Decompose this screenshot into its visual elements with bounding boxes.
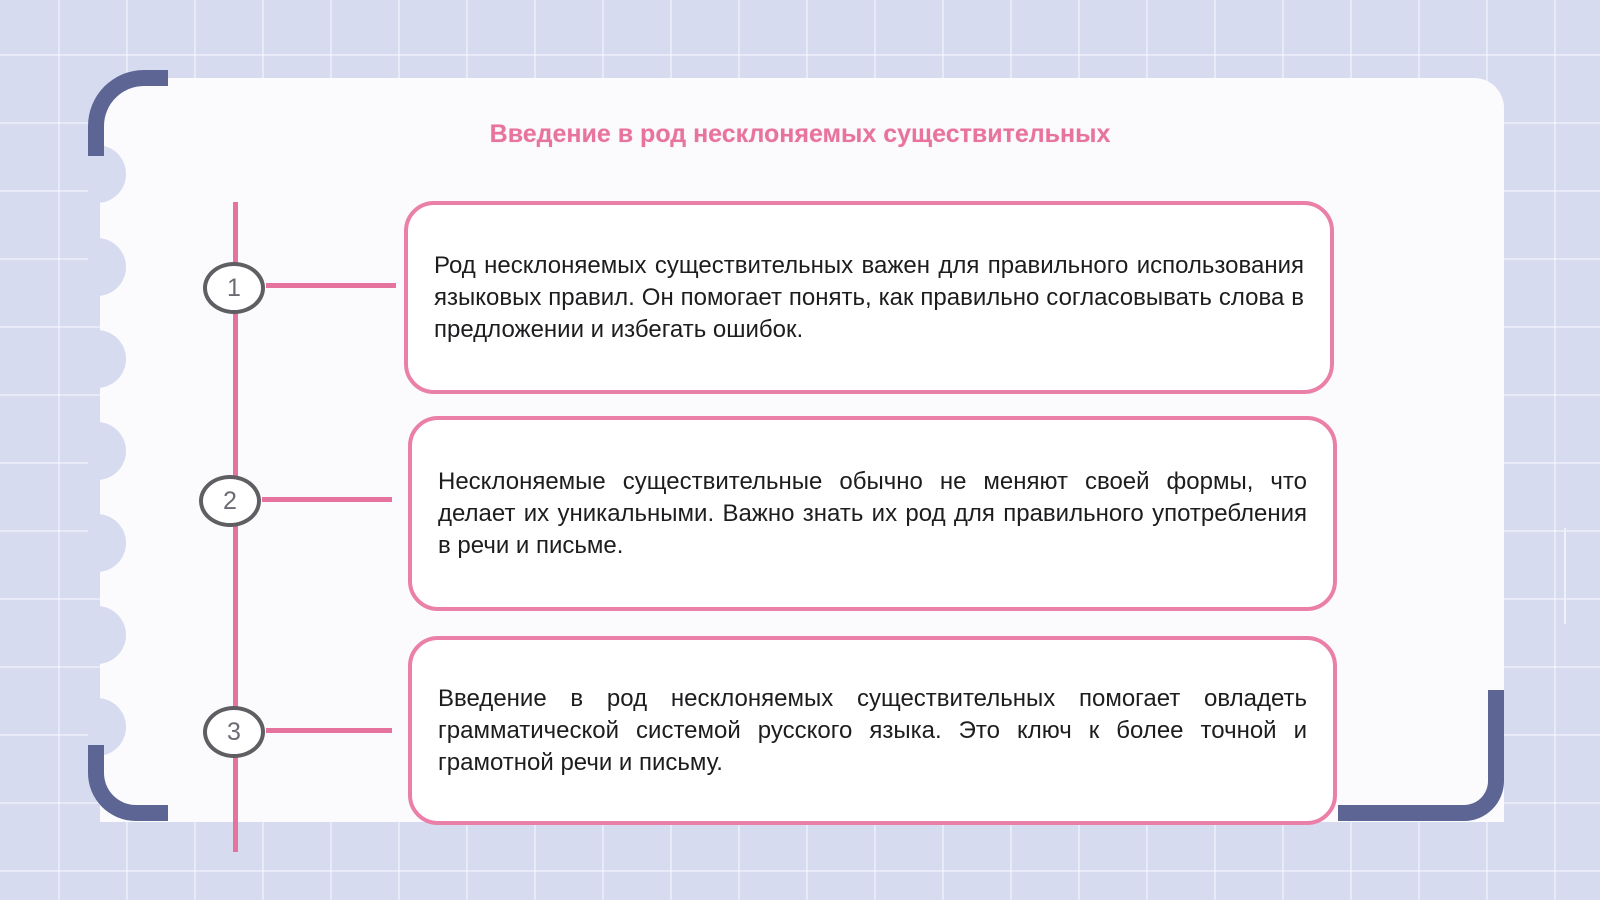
timeline-connector-1: [266, 283, 396, 288]
info-card-text: Несклоняемые существительные обычно не меняют своей формы, что делает их уникальными. Важно знать их род для правильного употребления в речи и письме.: [438, 467, 1307, 559]
step-number-1: 1: [203, 262, 265, 314]
corner-bracket-bottom-right: [1338, 690, 1504, 821]
info-card-text: Род несклоняемых существительных важен для правильного использования языковых правил. Он помогает понять, как правильно согласовывать слова в предложении и избегать ошибок.: [434, 251, 1304, 343]
info-card-text: Введение в род несклоняемых существительных помогает овладеть грамматической системой русского языка. Это ключ к более точной и грамотной речи и письму.: [438, 684, 1307, 776]
slide-title: Введение в род несклоняемых существительных: [489, 120, 1111, 148]
timeline-connector-3: [266, 728, 392, 733]
info-card-2: [408, 416, 1337, 611]
step-number-2: 2: [199, 475, 261, 527]
timeline-connector-2: [262, 497, 392, 502]
info-card-1: [404, 201, 1334, 394]
decorative-line: [1564, 528, 1566, 624]
corner-bracket-top-left: [88, 70, 168, 156]
step-number-3: 3: [203, 706, 265, 758]
info-card-3: [408, 636, 1337, 825]
